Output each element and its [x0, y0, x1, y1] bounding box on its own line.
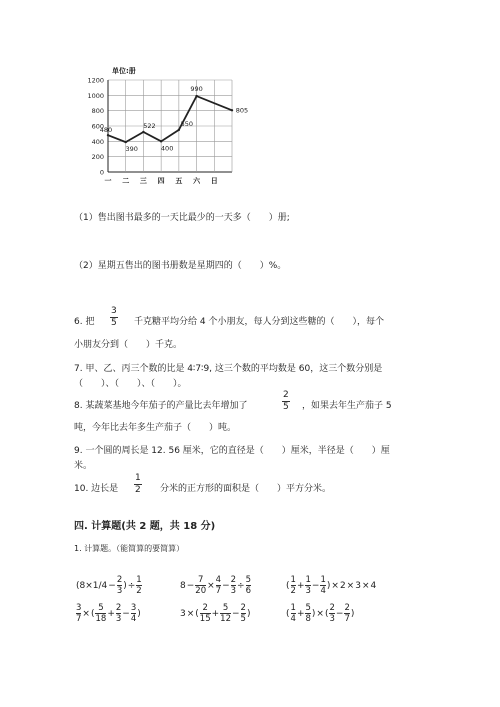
expr-symbol: ): [137, 608, 141, 619]
question-10-suffix: 分米的正方形的面积是（ ）平方分米。: [160, 484, 332, 494]
expr-fraction: 3 4: [130, 603, 137, 624]
expr-symbol: −: [311, 580, 320, 591]
data-label: 550: [180, 119, 194, 128]
expr-symbol: ×: [207, 580, 215, 591]
data-label: 805: [235, 106, 249, 115]
series-line: [108, 96, 232, 142]
fraction-denominator: 5: [283, 402, 289, 412]
expr-fraction: 5 18: [95, 603, 107, 624]
expr-fraction: 2 3: [116, 575, 123, 596]
expr-symbol: −: [232, 608, 240, 619]
x-tick-label: 二: [122, 177, 130, 185]
question-1: （1）售出图书最多的一天比最少的一天多（ ）册;: [74, 213, 290, 223]
expr-symbol: +: [211, 608, 220, 619]
expr-fraction: 4 7: [215, 575, 222, 596]
chart-grid: [108, 80, 232, 172]
fraction-denominator: 5: [111, 318, 117, 328]
fraction-numerator: 1: [135, 473, 141, 483]
expr-fraction: 1 3: [305, 575, 311, 596]
expr-symbol: (: [324, 608, 329, 619]
data-point: [107, 134, 109, 136]
expr-symbol: (: [286, 608, 290, 619]
expression-4: [76, 604, 141, 623]
y-tick-label: 1000: [87, 91, 104, 100]
data-label: 522: [143, 121, 156, 130]
expr-symbol: 3: [180, 608, 186, 619]
expr-fraction: 2 7: [344, 603, 350, 624]
x-tick-label: 一: [104, 177, 112, 185]
expr-symbol: ): [123, 580, 127, 591]
expr-symbol: ×: [361, 580, 370, 591]
expr-fraction: 2 3: [230, 575, 237, 596]
question-6-line2: 小朋友分到（ ）千克。: [74, 340, 183, 350]
expr-symbol: −: [222, 580, 230, 591]
expr-fraction: 2 3: [329, 603, 335, 624]
data-label: 400: [160, 144, 174, 153]
question-7-line1: 7. 甲、乙、丙三个数的比是 4∶7∶9, 这三个数的平均数是 60，这三个数分别是: [74, 364, 383, 374]
question-2: （2）星期五售出的图书册数是星期四的（ ）%。: [74, 261, 287, 271]
expr-fraction: 5 8: [305, 603, 311, 624]
expr-fraction: 3 7: [76, 603, 82, 624]
section-4-title: 四. 计算题(共 2 题，共 18 分): [74, 521, 216, 532]
question-10-fraction: [134, 474, 142, 495]
expr-symbol: (: [286, 580, 290, 591]
expr-symbol: ×: [331, 580, 339, 591]
expr-symbol: +: [107, 608, 115, 619]
x-tick-label: 三: [139, 177, 147, 185]
expr-symbol: +: [296, 608, 305, 619]
expr-symbol: −: [335, 608, 344, 619]
expr-fraction: 7 20: [195, 575, 207, 596]
x-tick-label: 六: [193, 177, 201, 185]
y-tick-label: 400: [91, 137, 104, 146]
question-8-suffix: ，如果去年生产茄子 5: [302, 401, 392, 411]
expr-fraction: 1 2: [136, 575, 142, 596]
expression-1: [76, 576, 142, 595]
fraction-numerator: 3: [111, 306, 117, 316]
expr-symbol: −: [186, 580, 195, 591]
expr-fraction: 1 4: [290, 603, 296, 624]
expr-symbol: 4: [370, 580, 377, 591]
x-axis-ticks: [105, 176, 218, 185]
y-tick-label: 200: [91, 153, 104, 162]
fraction-numerator: 2: [283, 390, 289, 400]
unit-label: 单位:册: [112, 67, 136, 75]
expr-symbol: 8: [180, 580, 186, 591]
data-label: 990: [190, 85, 203, 94]
expression-2: [180, 576, 251, 595]
expr-symbol: ): [246, 608, 251, 619]
expr-fraction: 5 6: [245, 575, 252, 596]
expr-symbol: 3: [355, 580, 361, 591]
data-point: [160, 140, 162, 142]
expr-symbol: (: [90, 608, 95, 619]
question-6-text: 千克糖平均分给 4 个小朋友，每人分到这些糖的（ ），每个: [134, 317, 384, 327]
expr-symbol: −: [122, 608, 130, 619]
y-tick-label: 0: [99, 168, 104, 177]
calc-instruction: 1. 计算题。（能简算的要简算）: [74, 544, 185, 553]
expr-symbol: +: [296, 580, 305, 591]
x-tick-label: 日: [210, 177, 218, 185]
data-point: [178, 129, 180, 131]
data-label: 480: [99, 126, 113, 135]
data-point: [231, 109, 233, 111]
expr-symbol: ): [311, 608, 316, 619]
question-6-fraction: [110, 307, 118, 328]
data-point: [142, 131, 144, 133]
expr-symbol: ÷: [127, 580, 136, 591]
expr-symbol: −: [108, 580, 116, 591]
expr-fraction: 2 5: [240, 603, 246, 624]
question-9-line1: 9. 一个圆的周长是 12. 56 厘米，它的直径是（ ）厘米，半径是（ ）厘: [74, 446, 390, 456]
expr-fraction: 1 2: [290, 575, 296, 596]
question-9-line2: 米。: [74, 461, 93, 471]
expr-fraction: 5 12: [220, 603, 231, 624]
expr-symbol: ): [326, 580, 331, 591]
data-point: [195, 95, 197, 97]
question-10-prefix: 10. 边长是: [74, 484, 119, 494]
expr-symbol: ): [350, 608, 355, 619]
expr-fraction: 1 4: [320, 575, 326, 596]
expr-symbol: ×: [82, 608, 90, 619]
y-tick-label: 600: [91, 122, 104, 131]
question-7-line2: （ ）、（ ）、（ ）。: [74, 379, 187, 389]
expression-5: [180, 604, 250, 623]
expr-symbol: ÷: [237, 580, 245, 591]
y-tick-label: 800: [91, 107, 104, 116]
data-point: [125, 141, 127, 143]
data-label: 390: [125, 145, 138, 154]
expr-symbol: (: [195, 608, 199, 619]
question-8-fraction: [282, 391, 290, 412]
expression-6: [286, 604, 354, 623]
question-8-line2: 吨，今年比去年多生产茄子（ ）吨。: [74, 423, 237, 433]
expr-symbol: ×: [186, 608, 195, 619]
expr-symbol: ×: [316, 608, 324, 619]
expr-fraction: 2 3: [115, 603, 122, 624]
line-chart: [70, 60, 250, 190]
expr-symbol: 2: [339, 580, 346, 591]
x-tick-label: 五: [175, 177, 183, 185]
expr-symbol: (8×1/4: [76, 580, 108, 591]
fraction-denominator: 2: [135, 485, 141, 495]
expr-fraction: 2 15: [199, 603, 211, 624]
question-6-prefix: 6. 把: [74, 317, 95, 327]
question-8-prefix: 8. 某蔬菜基地今年茄子的产量比去年增加了: [74, 401, 248, 411]
x-tick-label: 四: [157, 177, 165, 185]
expr-symbol: ×: [346, 580, 355, 591]
expression-3: [286, 576, 376, 595]
y-tick-label: 1200: [87, 76, 104, 85]
